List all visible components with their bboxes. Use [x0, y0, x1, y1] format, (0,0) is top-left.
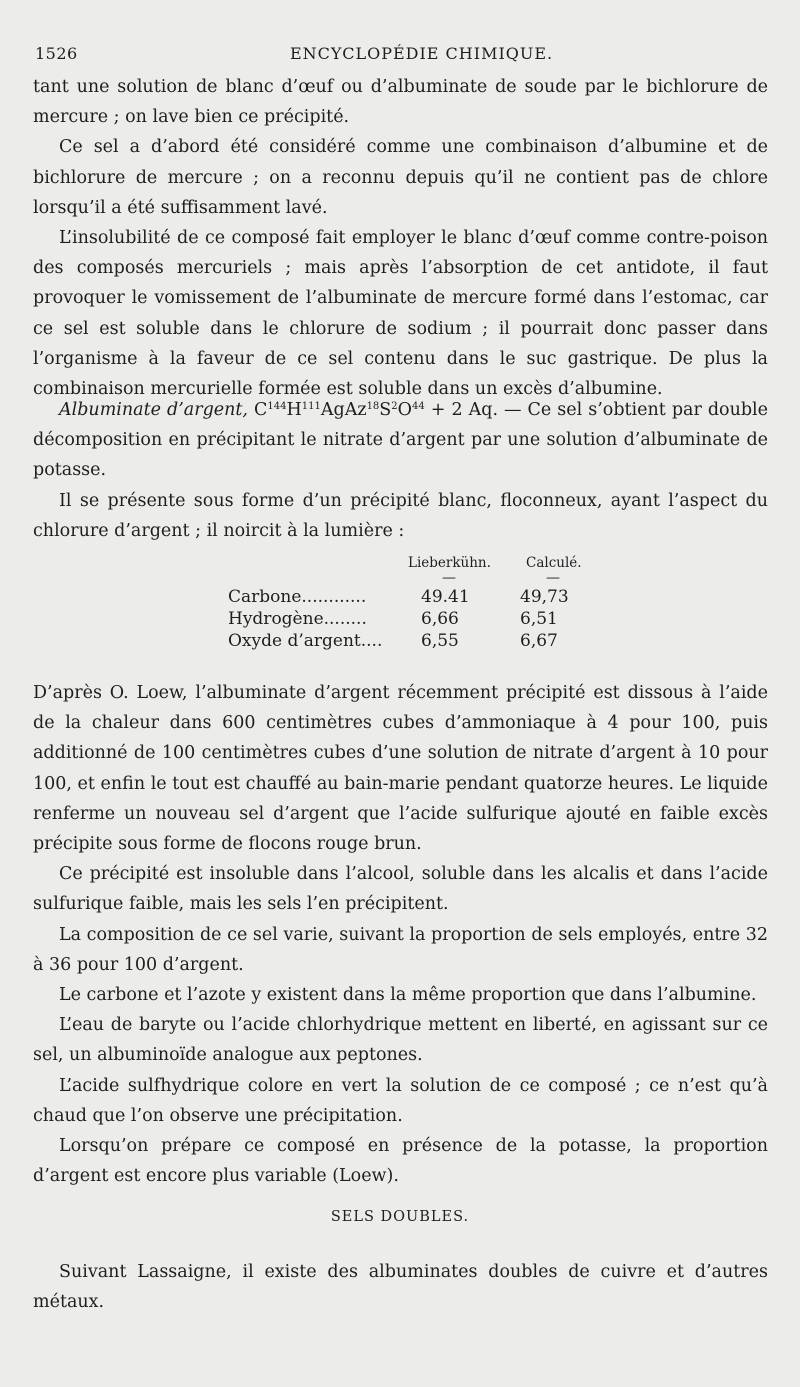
page-number: 1526	[35, 44, 78, 63]
chemical-formula: $C^{144}H^{111}AgAz^{18}S^2O^{44} + 2$ Aq.	[254, 400, 499, 420]
row-label: Oxyde d’argent....	[228, 631, 383, 651]
section-heading-albuminate-argent: Albuminate d’argent,	[59, 400, 248, 420]
value-calcule: 49,73	[520, 587, 569, 607]
paragraph: L’acide sulfhydrique colore en vert la solution de ce composé ; ce n’est qu’à chaud que l’on observe une précipitation.	[33, 1075, 768, 1126]
column-header-calcule: Calculé.	[526, 555, 582, 571]
paragraph: Le carbone et l’azote y existent dans la même proportion que dans l’albumine.	[59, 985, 757, 1006]
row-label: Carbone............	[228, 587, 367, 607]
column-header-lieberkuhn: Lieberkühn.	[408, 555, 491, 571]
paragraph: D’après O. Loew, l’albuminate d’argent récemment précipité est dissous à l’aide de la chaleur dans 600 centimètres cubes d’ammoniaque à 4 pour 100, puis additionné de 100 centimètres cubes d’une solution de nitrate d’argent à 10 pour 100, et enfin le tout est chauffé au bain-marie pendant quatorze heures. Le liquide renferme un nouveau sel d’argent que l’acide sulfurique ajouté en faible excès précipite sous forme de flocons rouge brun.	[33, 683, 768, 855]
table-row	[228, 587, 608, 609]
section-title-sels-doubles: SELS DOUBLES.	[330, 1209, 470, 1225]
text-block-sels-doubles	[33, 1257, 768, 1317]
value-lieberkuhn: 49.41	[421, 587, 470, 607]
value-lieberkuhn: 6,66	[421, 609, 459, 629]
paragraph: Il se présente sous forme d’un précipité blanc, floconneux, ayant l’aspect du chlorure d’argent ; il noircit à la lumière :	[33, 490, 768, 541]
value-lieberkuhn: 6,55	[421, 631, 459, 651]
value-calcule: 6,67	[520, 631, 558, 651]
text-block-loew	[33, 678, 768, 1191]
running-header	[35, 44, 765, 70]
text-block-argent	[33, 395, 768, 546]
running-title: ENCYCLOPÉDIE CHIMIQUE.	[290, 44, 554, 63]
argent-intro-text: — Ce sel s’obtient par double décomposition en précipitant le nitrate d’argent par une solution d’albuminate de potasse.	[33, 400, 769, 481]
paragraph: Ce précipité est insoluble dans l’alcool, soluble dans les alcalis et dans l’acide sulfurique faible, mais les sels l’en précipitent.	[33, 864, 768, 915]
paragraph: Suivant Lassaigne, il existe des albuminates doubles de cuivre et d’autres métaux.	[33, 1262, 768, 1313]
column-dash: —	[546, 570, 560, 586]
paragraph: tant une solution de blanc d’œuf ou d’albuminate de soude par le bichlorure de mercure ; on lave bien ce précipité.	[33, 77, 768, 128]
table-row	[228, 631, 608, 653]
paragraph: L’insolubilité de ce composé fait employer le blanc d’œuf comme contre-poison des composés mercuriels ; mais après l’absorption de cet antidote, il faut provoquer le vomissement de l’albuminate de mercure formé dans l’estomac, car ce sel est soluble dans le chlorure de sodium ; il pourrait donc passer dans l’organisme à la faveur de ce sel contenu dans le suc gastrique. De plus la combinaison mercurielle formée est soluble dans un excès d’albumine.	[33, 228, 768, 400]
paragraph: L’eau de baryte ou l’acide chlorhydrique mettent en liberté, en agissant sur ce sel, un albuminoïde analogue aux peptones.	[33, 1015, 768, 1066]
argent-intro-paragraph	[33, 395, 768, 486]
paragraph: Lorsqu’on prépare ce composé en présence de la potasse, la proportion d’argent est encore plus variable (Loew).	[33, 1136, 768, 1187]
column-dash: —	[442, 570, 456, 586]
value-calcule: 6,51	[520, 609, 558, 629]
text-block-top	[33, 72, 768, 404]
paragraph: La composition de ce sel varie, suivant la proportion de sels employés, entre 32 à 36 pour 100 d’argent.	[33, 924, 768, 975]
table-row	[228, 609, 608, 631]
paragraph: Ce sel a d’abord été considéré comme une combinaison d’albumine et de bichlorure de mercure ; on a reconnu depuis qu’il ne contient pas de chlore lorsqu’il a été suffisamment lavé.	[33, 137, 768, 218]
row-label: Hydrogène........	[228, 609, 367, 629]
